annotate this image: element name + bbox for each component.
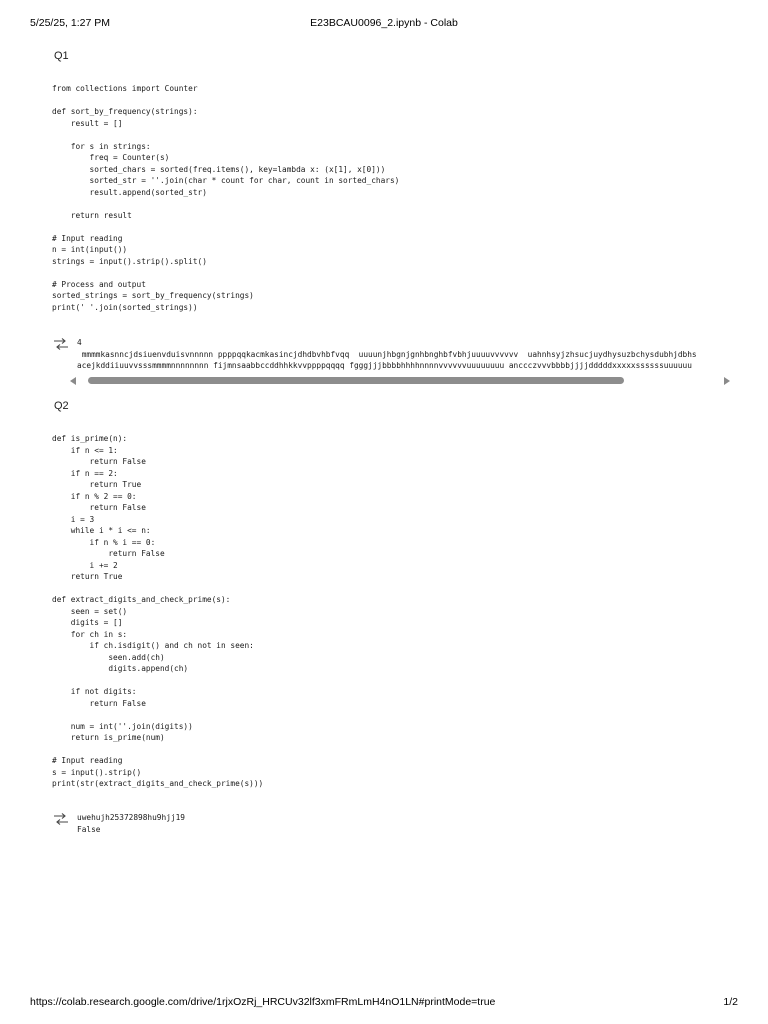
code-cell-q1[interactable]: from collections import Counter def sort_by_frequency(strings): result = [] for s in strings: freq = Counter(s) sorted_chars = sorted(freq.items(), key=lambda x: (x[1], x[0])) sorted_str = ''.join(char * count for char, count in sorted_chars) result.append(sorted_str) return result # Input reading n = int(input()) strings = input().strip().split() # Process and output sorted_strings = sort_by_frequency(strings) print(' '.join(sorted_strings)) [52, 84, 400, 312]
cell-heading-q2: Q2 [54, 400, 69, 412]
output-toggle-icon[interactable] [52, 337, 70, 351]
scroll-left-arrow-icon[interactable] [70, 377, 76, 385]
output-area-q1 [52, 337, 732, 370]
notebook-title: E23BCAU0096_2.ipynb - Colab [310, 17, 458, 29]
output-area-q2 [52, 812, 732, 838]
output-toggle-icon[interactable] [52, 812, 70, 826]
code-cell-q2[interactable]: def is_prime(n): if n <= 1: return False if n == 2: return True if n % 2 == 0: return False i = 3 while i * i <= n: if n % i == 0: return False i += 2 return True def extract_digits_and_check_prime(s): seen = set() digits = [] for ch in s: if ch.isdigit() and ch not in seen: seen.add(ch) digits.append(ch) if not digits: return False num = int(''.join(digits)) return is_prime(num) # Input reading s = input().strip() print(str(extract_digits_and_check_prime(s))) [52, 434, 264, 788]
print-header [0, 14, 768, 32]
page-url: https://colab.research.google.com/drive/1rjxOzRj_HRCUv32lf3xmFRmLmH4nO1LN#printMode=true [30, 996, 496, 1008]
output-text-q1: 4 mmmmkasnncjdsiuenvduisvnnnnn ppppqqkacmkasincjdhdbvhbfvqq uuuunjhbgnjgnhbnghbfvbhjuuuuvvvvvv uahnhsyjzhsucjuydhysuzbchysdubhjdbhs acejkddiiuuvvsssmmmmnnnnnnnn fijmnsaabbccddhhkkvvppppqqqq fgggjjjbbbbhhhhnnnnvvvvvvuuuuuuuu anccczvvvbbbbjjjjdddddxxxxxssssssuuuuuu [77, 338, 697, 370]
page-number: 1/2 [723, 996, 738, 1008]
scrollbar-thumb[interactable] [88, 377, 624, 384]
scroll-right-arrow-icon[interactable] [724, 377, 730, 385]
print-datetime: 5/25/25, 1:27 PM [30, 17, 110, 29]
horizontal-scrollbar[interactable] [70, 376, 730, 386]
output-text-q2: uwehujh25372898hu9hjj19 False [77, 813, 185, 834]
cell-heading-q1: Q1 [54, 50, 69, 62]
print-footer [0, 993, 768, 1011]
